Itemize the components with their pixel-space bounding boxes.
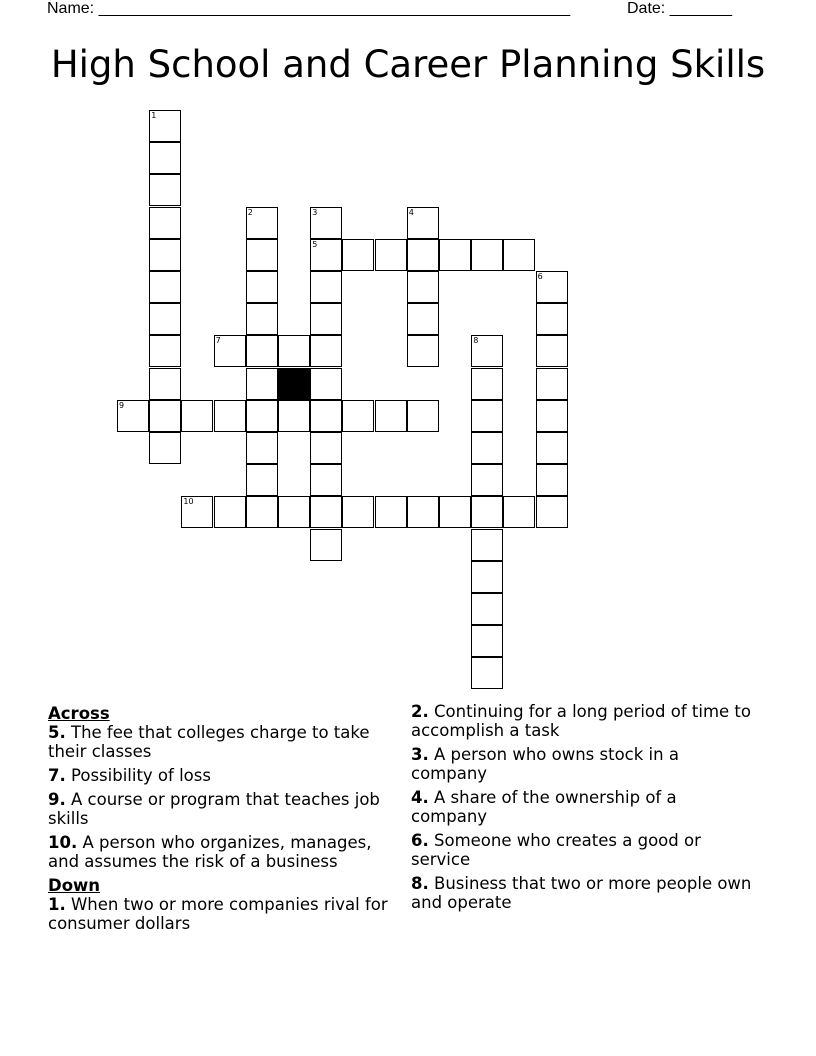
crossword-cell[interactable] bbox=[342, 239, 374, 271]
crossword-cell[interactable] bbox=[471, 657, 503, 689]
clue-number: 4. bbox=[411, 788, 429, 807]
crossword-cell[interactable] bbox=[439, 496, 471, 528]
down-heading: Down bbox=[48, 876, 101, 895]
clue-item bbox=[48, 833, 398, 871]
crossword-cell[interactable] bbox=[471, 593, 503, 625]
clue-number: 10. bbox=[48, 833, 78, 852]
clues-left-column bbox=[48, 702, 398, 938]
clue-text: A share of the ownership of a company bbox=[411, 788, 677, 826]
clue-text: Business that two or more people own and operate bbox=[411, 874, 752, 912]
clue-item bbox=[411, 831, 756, 869]
clue-number: 5. bbox=[48, 723, 66, 742]
crossword-cell[interactable] bbox=[407, 496, 439, 528]
crossword-cell[interactable] bbox=[246, 496, 278, 528]
crossword-cell[interactable] bbox=[536, 368, 568, 400]
page-title: High School and Career Planning Skills bbox=[50, 43, 766, 86]
clue-item bbox=[411, 874, 756, 912]
crossword-cell[interactable] bbox=[278, 496, 310, 528]
clue-number: 2. bbox=[411, 702, 429, 721]
crossword-cell[interactable] bbox=[342, 400, 374, 432]
crossword-cell[interactable] bbox=[536, 400, 568, 432]
crossword-cell[interactable] bbox=[310, 271, 342, 303]
name-field-label: Name: _____________________________________________________ bbox=[47, 0, 571, 17]
clue-number: 8. bbox=[411, 874, 429, 893]
crossword-cell[interactable] bbox=[471, 432, 503, 464]
clue-item bbox=[48, 895, 398, 933]
crossword-cell[interactable] bbox=[149, 400, 181, 432]
crossword-cell[interactable] bbox=[149, 303, 181, 335]
clue-text: The fee that colleges charge to take their classes bbox=[48, 723, 370, 761]
crossword-cell[interactable] bbox=[246, 271, 278, 303]
clue-number: 1. bbox=[48, 895, 66, 914]
clue-number: 3. bbox=[411, 745, 429, 764]
crossword-cell[interactable] bbox=[407, 335, 439, 367]
across-heading: Across bbox=[48, 704, 110, 723]
crossword-cell[interactable] bbox=[471, 335, 503, 367]
crossword-cell[interactable] bbox=[407, 271, 439, 303]
clue-text: A person who organizes, manages, and assumes the risk of a business bbox=[48, 833, 372, 871]
crossword-cell[interactable] bbox=[246, 400, 278, 432]
crossword-cell[interactable] bbox=[407, 207, 439, 239]
crossword-cell[interactable] bbox=[375, 496, 407, 528]
crossword-cell[interactable] bbox=[310, 464, 342, 496]
crossword-cell[interactable] bbox=[471, 239, 503, 271]
crossword-cell[interactable] bbox=[214, 496, 246, 528]
crossword-cell[interactable] bbox=[149, 174, 181, 206]
crossword-cell[interactable] bbox=[471, 400, 503, 432]
crossword-cell[interactable] bbox=[310, 335, 342, 367]
crossword-cell[interactable] bbox=[149, 142, 181, 174]
crossword-cell[interactable] bbox=[310, 400, 342, 432]
crossword-cell[interactable] bbox=[471, 464, 503, 496]
clue-number-label: 2 bbox=[247, 207, 253, 217]
clue-item bbox=[411, 702, 756, 740]
clue-item bbox=[48, 790, 398, 828]
down-clue-list-left bbox=[48, 895, 398, 933]
crossword-cell[interactable] bbox=[149, 432, 181, 464]
crossword-cell[interactable] bbox=[536, 303, 568, 335]
clue-number-label: 10 bbox=[183, 497, 194, 507]
crossword-cell[interactable] bbox=[149, 110, 181, 142]
crossword-cell[interactable] bbox=[471, 368, 503, 400]
crossword-cell[interactable] bbox=[149, 271, 181, 303]
clue-text: Possibility of loss bbox=[65, 766, 211, 785]
crossword-cell[interactable] bbox=[310, 239, 342, 271]
crossword-cell[interactable] bbox=[310, 207, 342, 239]
clue-number-label: 7 bbox=[215, 336, 221, 346]
crossword-block-cell bbox=[278, 368, 310, 400]
clue-number-label: 4 bbox=[408, 207, 414, 217]
crossword-cell[interactable] bbox=[407, 303, 439, 335]
crossword-cell[interactable] bbox=[310, 432, 342, 464]
crossword-cell[interactable] bbox=[471, 496, 503, 528]
crossword-cell[interactable] bbox=[536, 271, 568, 303]
crossword-cell[interactable] bbox=[310, 496, 342, 528]
crossword-cell[interactable] bbox=[246, 368, 278, 400]
crossword-cell[interactable] bbox=[278, 400, 310, 432]
crossword-cell[interactable] bbox=[214, 400, 246, 432]
clue-text: A course or program that teaches job skills bbox=[48, 790, 380, 828]
crossword-cell[interactable] bbox=[471, 625, 503, 657]
crossword-cell[interactable] bbox=[246, 464, 278, 496]
crossword-cell[interactable] bbox=[407, 400, 439, 432]
crossword-cell[interactable] bbox=[181, 496, 213, 528]
clue-item bbox=[411, 788, 756, 826]
crossword-cell[interactable] bbox=[471, 529, 503, 561]
clue-number-label: 8 bbox=[473, 336, 479, 346]
date-field-label: Date: _______ bbox=[627, 0, 732, 17]
down-clue-list-right bbox=[411, 702, 756, 912]
clue-text: Continuing for a long period of time to accomplish a task bbox=[411, 702, 751, 740]
clues-right-column bbox=[411, 702, 756, 917]
crossword-cell[interactable] bbox=[310, 529, 342, 561]
crossword-cell[interactable] bbox=[310, 303, 342, 335]
crossword-cell[interactable] bbox=[503, 496, 535, 528]
clue-text: Someone who creates a good or service bbox=[411, 831, 701, 869]
clue-number: 9. bbox=[48, 790, 66, 809]
clue-text: A person who owns stock in a company bbox=[411, 745, 679, 783]
crossword-cell[interactable] bbox=[536, 432, 568, 464]
crossword-cell[interactable] bbox=[214, 335, 246, 367]
crossword-cell[interactable] bbox=[246, 303, 278, 335]
clue-number-label: 5 bbox=[312, 239, 318, 249]
crossword-cell[interactable] bbox=[503, 239, 535, 271]
crossword-cell[interactable] bbox=[536, 335, 568, 367]
clue-number-label: 3 bbox=[312, 207, 318, 217]
crossword-cell[interactable] bbox=[439, 239, 471, 271]
across-clue-list bbox=[48, 723, 398, 871]
crossword-cell[interactable] bbox=[117, 400, 149, 432]
clue-number: 6. bbox=[411, 831, 429, 850]
clue-number-label: 6 bbox=[537, 272, 543, 281]
crossword-cell[interactable] bbox=[310, 368, 342, 400]
clue-number-label: 1 bbox=[151, 111, 157, 120]
crossword-cell[interactable] bbox=[246, 207, 278, 239]
crossword-cell[interactable] bbox=[149, 207, 181, 239]
crossword-cell[interactable] bbox=[246, 239, 278, 271]
clue-text: When two or more companies rival for consumer dollars bbox=[48, 895, 388, 933]
clue-item bbox=[48, 766, 398, 785]
clue-item bbox=[48, 723, 398, 761]
crossword-cell[interactable] bbox=[471, 561, 503, 593]
crossword-cell[interactable] bbox=[536, 464, 568, 496]
crossword-cell[interactable] bbox=[246, 432, 278, 464]
crossword-cell[interactable] bbox=[149, 368, 181, 400]
crossword-cell[interactable] bbox=[149, 335, 181, 367]
crossword-cell[interactable] bbox=[149, 239, 181, 271]
crossword-cell[interactable] bbox=[536, 496, 568, 528]
clue-item bbox=[411, 745, 756, 783]
crossword-cell[interactable] bbox=[278, 335, 310, 367]
crossword-cell[interactable] bbox=[375, 400, 407, 432]
crossword-cell[interactable] bbox=[246, 335, 278, 367]
clue-number-label: 9 bbox=[119, 400, 125, 410]
crossword-cell[interactable] bbox=[342, 496, 374, 528]
crossword-cell[interactable] bbox=[375, 239, 407, 271]
crossword-cell[interactable] bbox=[181, 400, 213, 432]
clue-number: 7. bbox=[48, 766, 66, 785]
crossword-cell[interactable] bbox=[407, 239, 439, 271]
